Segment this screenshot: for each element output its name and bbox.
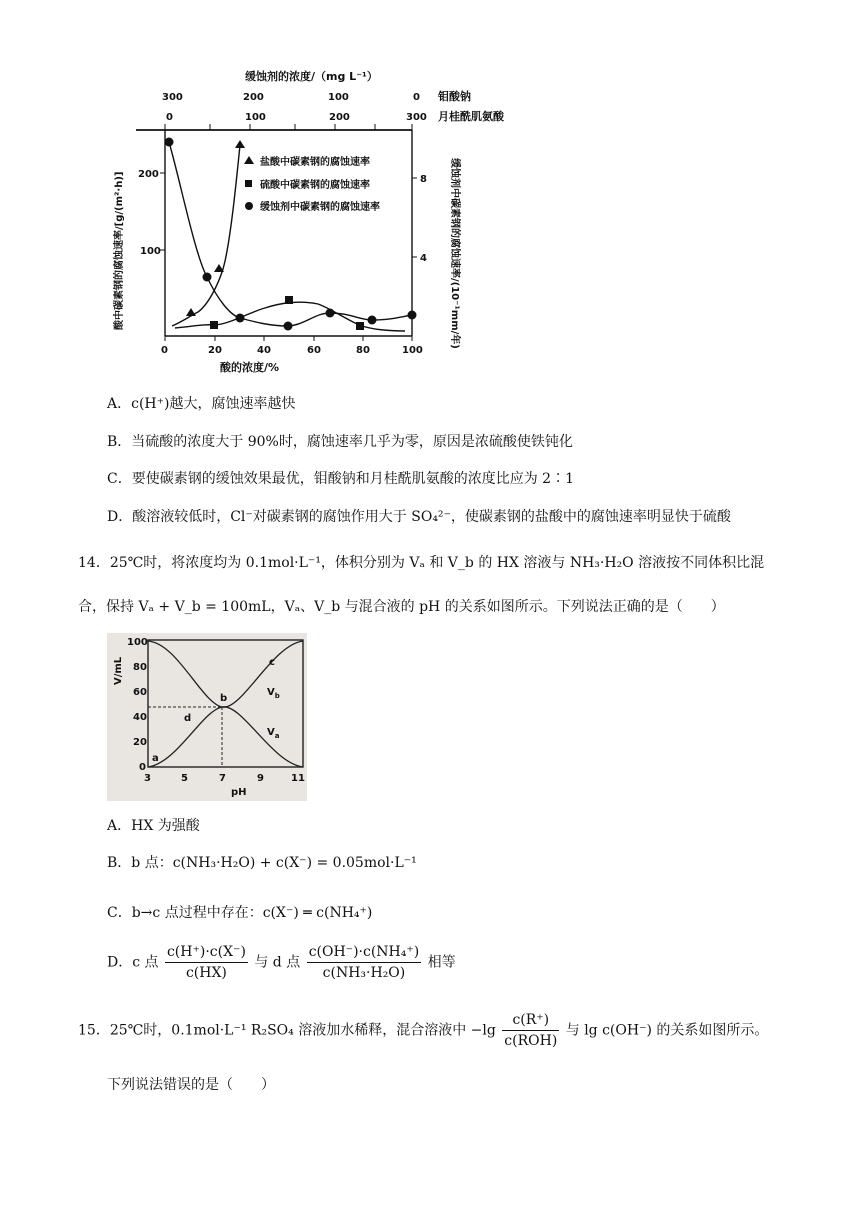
data-point: [285, 296, 293, 304]
hcl-curve: [172, 145, 240, 326]
right-tick: 8: [420, 174, 427, 185]
legend-circle-icon: [245, 202, 253, 210]
data-point: [326, 309, 335, 318]
volume-ph-figure: [107, 633, 307, 801]
va-label: $V_a$: [267, 727, 280, 740]
x-tick: 5: [181, 773, 188, 784]
right-axis-label: 缓蚀剂中碳素钢的腐蚀速率/(10⁻¹mm/年): [449, 158, 460, 349]
option-d-prefix: D．c 点: [107, 954, 159, 971]
y-tick: 20: [133, 737, 147, 748]
top-tick: 100: [245, 112, 266, 123]
q13-option-c: C．要使碳素钢的缓蚀效果最优，钼酸钠和月桂酰肌氨酸的浓度比应为 2∶1: [107, 471, 574, 487]
q15-stem-line2: 下列说法错误的是（ ）: [107, 1077, 275, 1093]
left-tick: 100: [140, 246, 161, 257]
fraction-denominator: c(HX): [185, 965, 227, 981]
data-point: [368, 316, 377, 325]
q15-stem-suffix: 与 lg c(OH⁻) 的关系如图所示。: [565, 1022, 769, 1039]
top-axis-1-ticks: [162, 92, 420, 103]
q14-option-d: [107, 942, 456, 983]
vb-label: $V_b$: [267, 687, 280, 700]
y-tick: 80: [133, 662, 147, 673]
y-tick: 100: [127, 637, 148, 648]
data-point: [284, 322, 293, 331]
bottom-tick: 40: [257, 345, 271, 356]
y-tick: 40: [133, 712, 147, 723]
fraction-numerator: c(R⁺): [502, 1010, 559, 1031]
option-d-middle: 与 d 点: [254, 954, 301, 971]
fraction-denominator: c(ROH): [504, 1033, 558, 1049]
bottom-axis-label: 酸的浓度/%: [220, 361, 280, 374]
top-axis-1-name: 钼酸钠: [438, 90, 471, 103]
fraction-denominator: c(NH₃·H₂O): [322, 965, 406, 981]
q14-stem-line2: 合，保持 Vₐ + V_b = 100mL，Vₐ、V_b 与混合液的 pH 的关系如图所示。下列说法正确的是（ ）: [78, 599, 725, 615]
y-tick: 60: [133, 687, 147, 698]
bottom-tick: 60: [307, 345, 321, 356]
legend-square-icon: [245, 180, 252, 187]
x-tick: 7: [219, 773, 226, 784]
point-a-label: a: [152, 753, 159, 764]
legend-label: 缓蚀剂中碳素钢的腐蚀速率: [260, 202, 380, 213]
option-d-fraction-2: [307, 942, 422, 983]
data-point: [235, 140, 245, 148]
data-point: [186, 308, 196, 316]
fraction-numerator: c(H⁺)·c(X⁻): [165, 942, 248, 963]
y-axis-label: V/mL: [113, 656, 124, 685]
left-tick: 200: [138, 169, 159, 180]
data-point: [236, 314, 245, 323]
point-c-label: c: [269, 657, 275, 668]
x-tick: 3: [144, 773, 151, 784]
top-tick: 0: [166, 112, 173, 123]
data-point: [210, 321, 218, 329]
top-tick: 200: [243, 92, 264, 103]
top-tick: 300: [162, 92, 183, 103]
option-d-suffix: 相等: [427, 954, 456, 971]
legend: [244, 155, 380, 213]
bottom-tick: 80: [356, 345, 370, 356]
top-axis-title: 缓蚀剂的浓度/（mg L⁻¹）: [245, 70, 378, 83]
q14-option-b: B．b 点：c(NH₃·H₂O) + c(X⁻) = 0.05mol·L⁻¹: [107, 855, 417, 871]
q13-option-d: D．酸溶液较低时，Cl⁻对碳素钢的腐蚀作用大于 SO₄²⁻，使碳素钢的盐酸中的腐蚀速率明显快于硫酸: [107, 509, 731, 525]
top-axis-2-ticks: [166, 112, 427, 123]
left-axis-label: 酸中碳素钢的腐蚀速率/[g/(m²·h)]: [114, 171, 125, 330]
x-axis-label: pH: [231, 787, 247, 798]
right-tick: 4: [420, 253, 427, 264]
top-tick: 200: [329, 112, 350, 123]
legend-label: 盐酸中碳素钢的腐蚀速率: [260, 157, 370, 168]
point-b-label: b: [220, 693, 228, 704]
data-point: [356, 322, 364, 330]
q13-option-a: A．c(H⁺)越大，腐蚀速率越快: [107, 396, 296, 412]
legend-triangle-icon: [244, 156, 254, 164]
data-point: [203, 273, 212, 282]
hcl-points: [186, 140, 245, 316]
q14-option-a: A．HX 为强酸: [107, 818, 200, 834]
top-tick: 300: [406, 112, 427, 123]
option-d-fraction-1: [165, 942, 248, 983]
q13-option-b: B．当硫酸的浓度大于 90%时，腐蚀速率几乎为零，原因是浓硫酸使铁钝化: [107, 434, 573, 450]
top-tick: 100: [328, 92, 349, 103]
bottom-tick: 0: [161, 345, 168, 356]
data-point: [214, 264, 224, 272]
x-tick: 11: [291, 773, 305, 784]
q14-stem-line1: 14．25℃时，将浓度均为 0.1mol·L⁻¹，体积分别为 Vₐ 和 V_b 的 HX 溶液与 NH₃·H₂O 溶液按不同体积比混: [78, 555, 765, 571]
bottom-tick: 20: [208, 345, 222, 356]
q15-stem-prefix: 15．25℃时，0.1mol·L⁻¹ R₂SO₄ 溶液加水稀释，混合溶液中 −lg: [78, 1022, 496, 1039]
q15-stem-line1: [78, 1010, 768, 1051]
top-axis-2-name: 月桂酰肌氨酸: [438, 110, 504, 123]
point-d-label: d: [184, 713, 192, 724]
x-tick: 9: [257, 773, 264, 784]
y-tick: 0: [139, 762, 146, 773]
data-point: [408, 311, 417, 320]
data-point: [165, 138, 174, 147]
q15-fraction: [502, 1010, 559, 1051]
top-tick: 0: [413, 92, 420, 103]
q14-option-c: C．b→c 点过程中存在：c(X⁻) ═ c(NH₄⁺): [107, 905, 373, 921]
legend-label: 硫酸中碳素钢的腐蚀速率: [260, 180, 370, 191]
fraction-numerator: c(OH⁻)·c(NH₄⁺): [307, 942, 422, 963]
bottom-tick: 100: [402, 345, 423, 356]
corrosion-rate-figure: [100, 60, 520, 380]
